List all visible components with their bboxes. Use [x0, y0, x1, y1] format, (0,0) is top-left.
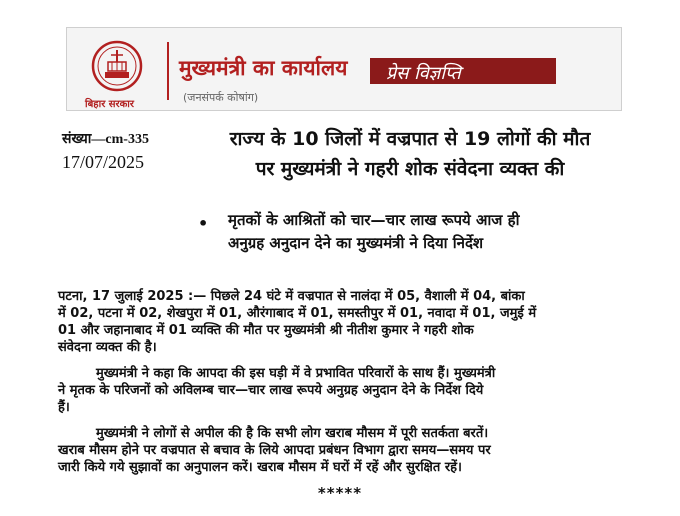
- office-title: मुख्यमंत्री का कार्यालय: [179, 56, 348, 80]
- end-marker: *****: [317, 484, 363, 502]
- body-line: 01 और जहानाबाद में 01 व्यक्ति की मौत पर मुख्यमंत्री श्री नीतीश कुमार ने गहरी शोक: [58, 323, 474, 338]
- office-subtitle: (जनसंपर्क कोषांग): [183, 91, 259, 104]
- paragraph-incident: [58, 288, 624, 356]
- bullet-icon: •: [198, 214, 209, 233]
- subheadline-line: अनुग्रह अनुदान देने का मुख्यमंत्री ने दिया निर्देश: [228, 234, 484, 252]
- subheadline-line: मृतकों के आश्रितों को चार—चार लाख रूपये आज ही: [228, 211, 520, 229]
- bihar-emblem-icon: [91, 40, 143, 92]
- body-line: मुख्यमंत्री ने लोगों से अपील की है कि सभी लोग खराब मौसम में पूरी सतर्कता बरतें।: [96, 426, 489, 441]
- reference-date: 17/07/2025: [62, 152, 145, 172]
- body-line: पटना, 17 जुलाई 2025 :— पिछले 24 घंटे में वज्रपात से नालंदा में 05, वैशाली में 04, बांका: [58, 289, 525, 304]
- logo-caption: बिहार सरकार: [85, 99, 134, 110]
- body-line: हैं।: [58, 400, 70, 415]
- body-line: ने मृतक के परिजनों को अविलम्ब चार—चार लाख रूपये अनुग्रह अनुदान देने के निर्देश दिये: [58, 383, 484, 398]
- body-line: मुख्यमंत्री ने कहा कि आपदा की इस घड़ी में वे प्रभावित परिवारों के साथ हैं। मुख्यमंत्री: [96, 366, 496, 381]
- paragraph-compensation: [58, 365, 624, 416]
- subheadline: [228, 209, 648, 255]
- reference-number: संख्या—cm-335: [62, 132, 149, 147]
- header-divider: [167, 42, 169, 100]
- headline-line: राज्य के 10 जिलों में वज्रपात से 19 लोगों की मौत: [229, 128, 591, 150]
- headline: [180, 124, 640, 184]
- body-line: संवेदना व्यक्त की है।: [58, 340, 157, 355]
- body-line: में 02, पटना में 02, शेखपुरा में 01, औरंगाबाद में 01, समस्तीपुर में 01, नवादा में 01, जमुई में: [58, 306, 537, 321]
- press-release-body: [58, 288, 624, 476]
- body-line: जारी किये गये सुझावों का अनुपालन करें। खराब मौसम में घरों में रहें और सुरक्षित रहें।: [58, 460, 462, 475]
- paragraph-appeal: [58, 425, 624, 476]
- body-line: खराब मौसम होने पर वज्रपात से बचाव के लिये आपदा प्रबंधन विभाग द्वारा समय—समय पर: [58, 443, 491, 458]
- headline-line: पर मुख्यमंत्री ने गहरी शोक संवेदना व्यक्त की: [255, 158, 565, 180]
- press-release-label: प्रेस विज्ञप्ति: [386, 63, 461, 84]
